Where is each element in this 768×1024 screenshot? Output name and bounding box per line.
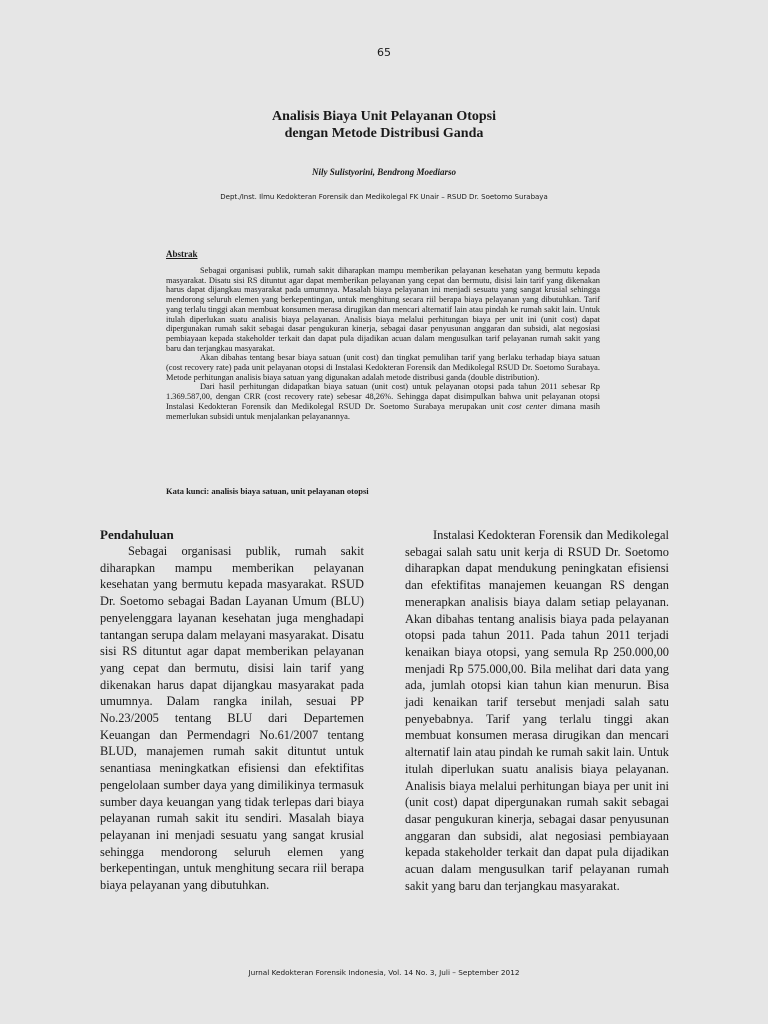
affiliation: Dept./Inst. Ilmu Kedokteran Forensik dan Medikolegal FK Unair – RSUD Dr. Soetomo Surabaya bbox=[220, 193, 548, 201]
right-column bbox=[405, 527, 669, 894]
article-title bbox=[0, 108, 768, 142]
left-column bbox=[100, 527, 364, 894]
abstract-paragraph-3 bbox=[166, 382, 600, 421]
abstract-p3-italic: cost center bbox=[508, 401, 547, 411]
left-column-paragraph: Sebagai organisasi publik, rumah sakit diharapkan mampu memberikan pelayanan kesehatan yang bermutu kepada masyarakat. RSUD Dr. Soetomo sebagai Badan Layanan Umum (BLU) penyelenggara layanan kesehatan juga menghadapi tantangan serupa dalam melayani masyarakat. Disatu sisi RS dituntut agar dapat memberikan pelayanan yang cepat dan bermutu, disisi lain tarif yang dikenakan harus dapat dijangkau masyarakat pada umumnya. Dalam rangka inilah, sesuai PP No.23/2005 tentang BLU dari Departemen Keuangan dan Permendagri No.61/2007 tentang BLUD, manajemen rumah sakit dituntut untuk senantiasa meningkatkan efisiensi dan efektifitas pengelolaan sumber daya yang dimilikinya termasuk sumber daya keuangan yang tidak terlepas dari biaya pelayanan rumah sakit itu sendiri. Masalah biaya pelayanan ini menjadi sesuatu yang sangat krusial sehingga mendorong seluruh elemen yang berkepentingan, untuk menghitung secara riil berapa biaya pelayanan yang dibutuhkan. bbox=[100, 544, 364, 893]
abstract-heading: Abstrak bbox=[166, 249, 198, 259]
title-line-1: Analisis Biaya Unit Pelayanan Otopsi bbox=[271, 109, 497, 124]
keywords: Kata kunci: analisis biaya satuan, unit pelayanan otopsi bbox=[166, 486, 369, 496]
abstract-paragraph-1: Sebagai organisasi publik, rumah sakit diharapkan mampu memberikan pelayanan kesehatan yang bermutu kepada masyarakat. Disatu sisi RS dituntut agar dapat memberikan pelayanan yang cepat dan bermutu, disisi lain tarif yang dikenakan harus dapat dijangkau masyarakat pada umumnya. Masalah biaya pelayanan ini menjadi sesuatu yang sangat krusial sehingga mendorong seluruh elemen yang berkepentingan, untuk menghitung secara riil berapa biaya pelayanan yang dibutuhkan. Tarif yang terlalu tinggi akan membuat konsumen merasa dirugikan dan mencari alternatif lain atau pindah ke rumah sakit lain. Untuk itulah diperlukan suatu analisis biaya pelayanan. Analisis biaya melalui perhitungan biaya per unit ini (unit cost) dapat dipergunakan rumah sakit sebagai dasar pengukuran kinerja, sebagai dasar penyusunan anggaran dan subsidi, alat negosiasi pembiayaan kepada stakeholder terkait dan dapat pula dijadikan acuan dalam mengusulkan tarif pelayanan rumah sakit yang baru dan terjangkau masyarakat. bbox=[166, 266, 600, 353]
abstract-paragraph-2: Akan dibahas tentang besar biaya satuan (unit cost) dan tingkat pemulihan tarif yang berlaku terhadap biaya satuan (cost recovery rate) pada unit pelayanan otopsi di Instalasi Kedokteran Forensik dan Medikolegal RSUD Dr. Soetomo Surabaya. Metode perhitungan analisis biaya satuan yang digunakan adalah metode distribusi ganda (double distribution). bbox=[166, 353, 600, 382]
journal-footer: Jurnal Kedokteran Forensik Indonesia, Vol. 14 No. 3, Juli – September 2012 bbox=[248, 968, 520, 977]
title-line-2: dengan Metode Distribusi Ganda bbox=[284, 126, 484, 141]
abstract-body bbox=[166, 266, 600, 421]
abstract-p3-text: Dari hasil perhitungan didapatkan biaya satuan (unit cost) untuk pelayanan otopsi pada tahun 2011 sebesar Rp 1.369.587,00, dengan CRR (cost recovery rate) sebesar 48,26%. Sehingga dapat disimpulkan bahwa unit pelayanan otopsi Instalasi Kedokteran Forensik dan Medikolegal RSUD Dr. Soetomo Surabaya merupakan unit bbox=[166, 382, 600, 411]
section-heading-pendahuluan: Pendahuluan bbox=[100, 527, 174, 542]
authors: Nily Sulistyorini, Bendrong Moediarso bbox=[311, 167, 457, 177]
page-number: 65 bbox=[377, 46, 391, 59]
abstract-p3-text-end: dimana masih memerlukan subsidi untuk menjalankan pelayanannya. bbox=[166, 401, 600, 421]
right-column-paragraph: Instalasi Kedokteran Forensik dan Medikolegal sebagai salah satu unit kerja di RSUD Dr. Soetomo diharapkan dapat mendukung peningkatan efisiensi dan efektifitas manajemen keuangan RS dengan menerapkan analisis biaya dalam setiap pelayanan. Akan dibahas tentang analisis biaya pada pelayanan otopsi pada tahun 2011. Pada tahun 2011 terjadi kenaikan biaya otopsi, yang semula Rp 250.000,00 menjadi Rp 575.000,00. Bila melihat dari data yang ada, jumlah otopsi kian tahun kian menurun. Bisa jadi kenaikan tarif tersebut menjadi salah satu penyebabnya. Tarif yang terlalu tinggi akan membuat konsumen merasa dirugikan dan mencari alternatif lain atau pindah ke rumah sakit lain. Untuk itulah diperlukan suatu analisis biaya pelayanan. Analisis biaya melalui perhitungan biaya per unit ini (unit cost) dapat dipergunakan rumah sakit sebagai dasar pengukuran kinerja, sebagai dasar penyusunan anggaran dan subsidi, alat negosiasi pembiayaan kepada stakeholder terkait dan dapat pula dijadikan acuan dalam mengusulkan tarif pelayanan rumah sakit yang baru dan terjangkau masyarakat. bbox=[405, 528, 669, 893]
